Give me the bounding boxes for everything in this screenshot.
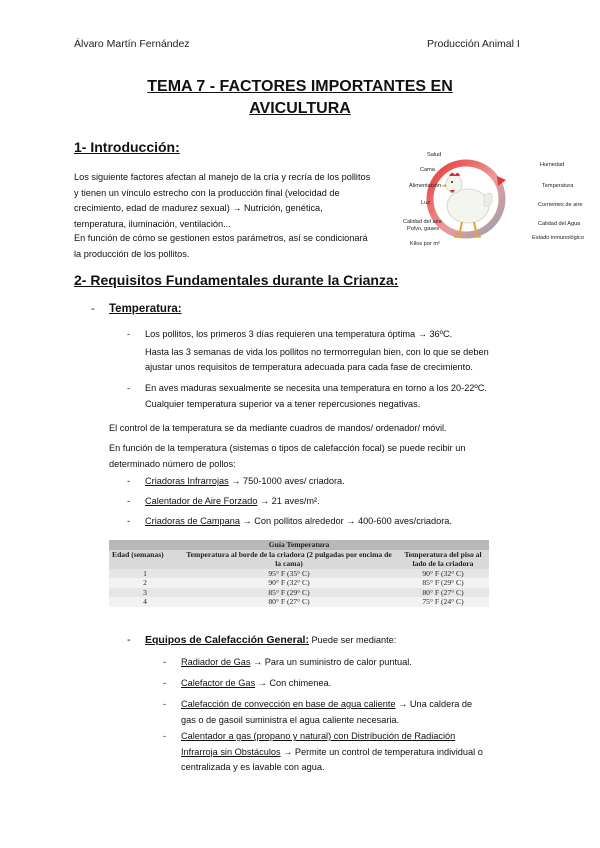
bullet-dot: - xyxy=(163,657,167,667)
table-row xyxy=(109,578,489,588)
equipment-suffix: Puede ser mediante: xyxy=(308,635,397,645)
table-cell: 90° F (32° C) xyxy=(397,569,489,579)
bullet-line: Los pollitos, los primeros 3 días requieren una temperatura óptima → 36ºC. xyxy=(145,329,453,339)
diagram-label: Kilos por m² xyxy=(410,241,440,247)
table-cell: 85° F (29° C) xyxy=(397,578,489,588)
equipment-desc-line: centralizada y es lavable con agua. xyxy=(181,762,325,772)
table-cell: 80° F (27° C) xyxy=(181,597,397,607)
table-cell: 3 xyxy=(109,588,181,598)
diagram-label: Salud xyxy=(427,152,442,158)
table-cell: 1 xyxy=(109,569,181,579)
heater-capacity: → 750-1000 aves/ criadora. xyxy=(228,476,345,486)
table-cell: 4 xyxy=(109,597,181,607)
dash-bullet: - xyxy=(127,634,131,646)
paragraph-line: determinado número de pollos: xyxy=(109,458,236,469)
paragraph-line: En función de la temperatura (sistemas o tipos de calefacción focal) se puede recibir un xyxy=(109,443,466,453)
equipment-name: Calefactor de Gas xyxy=(181,678,256,688)
intro-p2-line: la producción de los pollitos. xyxy=(74,248,190,259)
equipment-item xyxy=(181,729,541,776)
temperature-subheading: Temperatura: xyxy=(109,303,182,315)
equipment-item xyxy=(181,676,331,692)
diagram-label: Estado inmunológico xyxy=(532,235,584,241)
table-title-row xyxy=(109,540,489,550)
equipment-desc: → Una caldera de xyxy=(395,699,473,709)
table-header: Edad (semanas) xyxy=(109,550,181,569)
control-paragraph: El control de la temperatura se da mediante cuadros de mandos/ ordenador/ móvil. xyxy=(109,423,447,433)
intro-p1-line: y tienen un vínculo estrecho con la producción final (velocidad de xyxy=(74,187,340,198)
heater-name: Criadoras Infrarrojas xyxy=(145,476,229,486)
intro-p1-line: Los siguiente factores afectan al manejo de la cría y recría de los pollitos xyxy=(74,172,371,182)
table-row xyxy=(109,597,489,607)
bullet-dot: - xyxy=(163,699,167,709)
table-header: Temperatura del piso al lado de la criadora xyxy=(397,550,489,569)
equipment-name: Infrarroja sin Obstáculos xyxy=(181,746,281,757)
equipment-item xyxy=(181,655,412,671)
equipment-desc: → Permite un control de temperatura individual o xyxy=(280,746,483,757)
equipment-desc-line: gas o de gasoil suministra el agua caliente necesaria. xyxy=(181,714,400,725)
heating-equipment-heading xyxy=(145,633,396,649)
table-cell: 2 xyxy=(109,578,181,588)
table-cell: 80° F (27° C) xyxy=(397,588,489,598)
equipment-name: Radiador de Gas xyxy=(181,657,251,667)
equipment-label: Equipos de Calefacción General: xyxy=(145,634,309,646)
temperature-bullet-1 xyxy=(145,327,545,376)
diagram-label: Calidad del aire xyxy=(403,219,442,225)
heater-name: Criadoras de Campana xyxy=(145,516,240,526)
equipment-name: Calefacción de convección en base de agua caliente xyxy=(181,699,396,709)
table-row xyxy=(109,588,489,598)
bullet-dot: - xyxy=(127,329,131,339)
title-line-2: AVICULTURA xyxy=(249,100,351,117)
diagram-label: Calidad del Agua xyxy=(538,221,581,227)
table-cell: 95° F (35° C) xyxy=(181,569,397,579)
heater-capacity: → 21 aves/m². xyxy=(257,496,320,506)
diagram-label: Cama xyxy=(420,167,435,173)
equipment-desc: → Con chimenea. xyxy=(255,678,332,688)
course-name: Producción Animal I xyxy=(427,38,520,50)
intro-paragraph-1 xyxy=(74,170,404,232)
requirements-heading: 2- Requisitos Fundamentales durante la Crianza: xyxy=(74,272,399,288)
diagram-label: Temperatura xyxy=(542,183,574,189)
bullet-dot: - xyxy=(127,516,131,526)
table-header-row xyxy=(109,550,489,569)
equipment-desc: → Para un suministro de calor puntual. xyxy=(250,657,412,667)
heating-paragraph xyxy=(109,441,529,472)
table-cell: 75° F (24° C) xyxy=(397,597,489,607)
diagram-right-labels xyxy=(530,146,600,258)
bullet-dot: - xyxy=(163,731,167,741)
equipment-item xyxy=(181,697,541,728)
table-title: Guía Temperatura xyxy=(109,540,489,550)
diagram-label: Luz xyxy=(421,200,431,206)
equipment-name: Calentador a gas (propano y natural) con Distribución de Radiación xyxy=(181,731,456,741)
table-header: Temperatura al borde de la criadora (2 pulgadas por encima de la cama) xyxy=(181,550,397,569)
poultry-factors-diagram xyxy=(402,146,530,258)
diagram-label: Polvo, gases xyxy=(407,226,440,232)
diagram-label: Alimentación xyxy=(409,183,442,189)
heater-item xyxy=(145,474,345,490)
intro-heading: 1- Introducción: xyxy=(74,139,180,155)
intro-p2-line: En función de cómo se gestionen estos parámetros, así se condicionará xyxy=(74,233,368,243)
bullet-line: En aves maduras sexualmente se necesita una temperatura en torno a los 20-22ºC. xyxy=(145,383,487,393)
diagram-label: Humedad xyxy=(540,162,565,168)
table-row xyxy=(109,569,489,579)
bullet-line: ajustar unos requisitos de temperatura adecuada para cada fase de crecimiento. xyxy=(145,362,473,372)
heater-item xyxy=(145,514,452,530)
intro-p1-line: temperatura, iluminación, ventilación... xyxy=(74,218,231,229)
diagram-label: Corrientes de aire xyxy=(538,202,583,208)
bullet-line: Cualquier temperatura superior va a tener repercusiones negativas. xyxy=(145,398,421,409)
bullet-dot: - xyxy=(127,476,131,486)
intro-paragraph-2 xyxy=(74,231,404,262)
bullet-dot: - xyxy=(163,678,167,688)
bullet-line: Hasta las 3 semanas de vida los pollitos no termorregulan bien, con lo que se deben xyxy=(145,346,489,357)
heater-item xyxy=(145,494,320,510)
temperature-bullet-2 xyxy=(145,381,545,412)
table-cell: 85° F (29° C) xyxy=(181,588,397,598)
author-name: Álvaro Martín Fernández xyxy=(74,38,190,50)
heater-capacity: → Con pollitos alrededor → 400-600 aves/criadora. xyxy=(240,516,452,526)
title-line-1: TEMA 7 - FACTORES IMPORTANTES EN xyxy=(147,78,453,95)
dash-bullet: - xyxy=(91,303,95,315)
bullet-dot: - xyxy=(127,383,131,393)
intro-p1-line: crecimiento, edad de madurez sexual) → Nutrición, genética, xyxy=(74,203,323,213)
heater-name: Calentador de Aire Forzado xyxy=(145,496,258,506)
bullet-dot: - xyxy=(127,496,131,506)
table-cell: 90° F (32° C) xyxy=(181,578,397,588)
page-title xyxy=(0,76,600,120)
temperature-guide-table xyxy=(109,540,489,607)
